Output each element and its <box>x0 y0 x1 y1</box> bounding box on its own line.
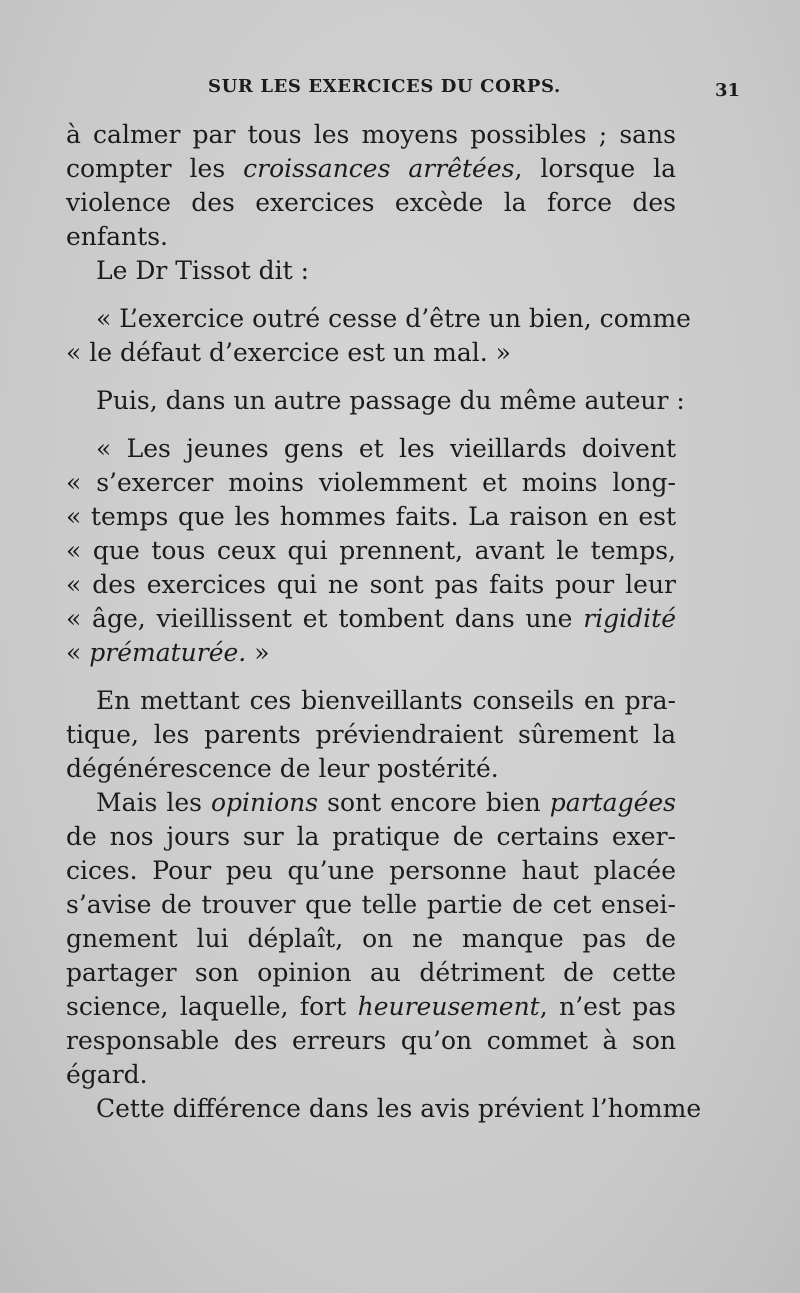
running-head: SUR LES EXERCICES DU CORPS. <box>208 76 561 97</box>
quote-line: « le défaut d’exercice est un mal. » <box>66 338 511 367</box>
text-line: Mais les opinions sont encore bien partagées <box>96 788 677 817</box>
quote-line: « des exercices qui ne sont pas faits pour leur <box>66 570 676 599</box>
quote-line: « âge, vieillissent et tombent dans une rigidité <box>66 604 676 633</box>
text-line: à calmer par tous les moyens possibles ; sans <box>66 120 676 149</box>
text-line: Puis, dans un autre passage du même auteur : <box>96 386 685 415</box>
text-line: partager son opinion au détriment de cette <box>66 958 676 987</box>
quote-line: « temps que les hommes faits. La raison en est <box>66 502 676 531</box>
text-line: Le Dr Tissot dit : <box>96 256 310 285</box>
italic-phrase: prématurée. <box>89 638 247 667</box>
text-line: responsable des erreurs qu’on commet à son <box>66 1026 676 1055</box>
text-line: compter les croissances arrêtées, lorsque la <box>66 154 677 183</box>
text-line: tique, les parents préviendraient sûrement la <box>66 720 676 749</box>
text-line: cices. Pour peu qu’une personne haut placée <box>66 856 676 885</box>
text-line: gnement lui déplaît, on ne manque pas de <box>66 924 676 953</box>
italic-phrase: rigidité <box>583 604 676 633</box>
page-header <box>60 72 740 102</box>
quote-line: « s’exercer moins violemment et moins long- <box>66 468 676 497</box>
text-line: En mettant ces bienveillants conseils en pra- <box>96 686 676 715</box>
text-line: de nos jours sur la pratique de certains exer- <box>66 822 676 851</box>
italic-phrase: heureusement <box>357 992 540 1021</box>
italic-phrase: opinions <box>210 788 319 817</box>
text-line: s’avise de trouver que telle partie de cet ensei- <box>66 890 676 919</box>
text-line: égard. <box>66 1060 148 1089</box>
quote-line: « que tous ceux qui prennent, avant le temps, <box>66 536 676 565</box>
text-line: dégénérescence de leur postérité. <box>66 754 499 783</box>
italic-phrase: partagées <box>549 788 677 817</box>
quote-line: « L’exercice outré cesse d’être un bien, comme <box>96 304 691 333</box>
quote-line: « Les jeunes gens et les vieillards doivent <box>96 434 676 463</box>
text-line: enfants. <box>66 222 168 251</box>
text-line: violence des exercices excède la force des <box>66 188 676 217</box>
page-number: 31 <box>714 80 740 101</box>
italic-phrase: croissances arrêtées <box>243 154 515 183</box>
text-line: science, laquelle, fort heureusement, n’est pas <box>66 992 676 1021</box>
quote-line: « prématurée. » <box>66 638 270 667</box>
text-line: Cette différence dans les avis prévient l’homme <box>96 1094 702 1123</box>
body-text <box>66 118 702 1126</box>
